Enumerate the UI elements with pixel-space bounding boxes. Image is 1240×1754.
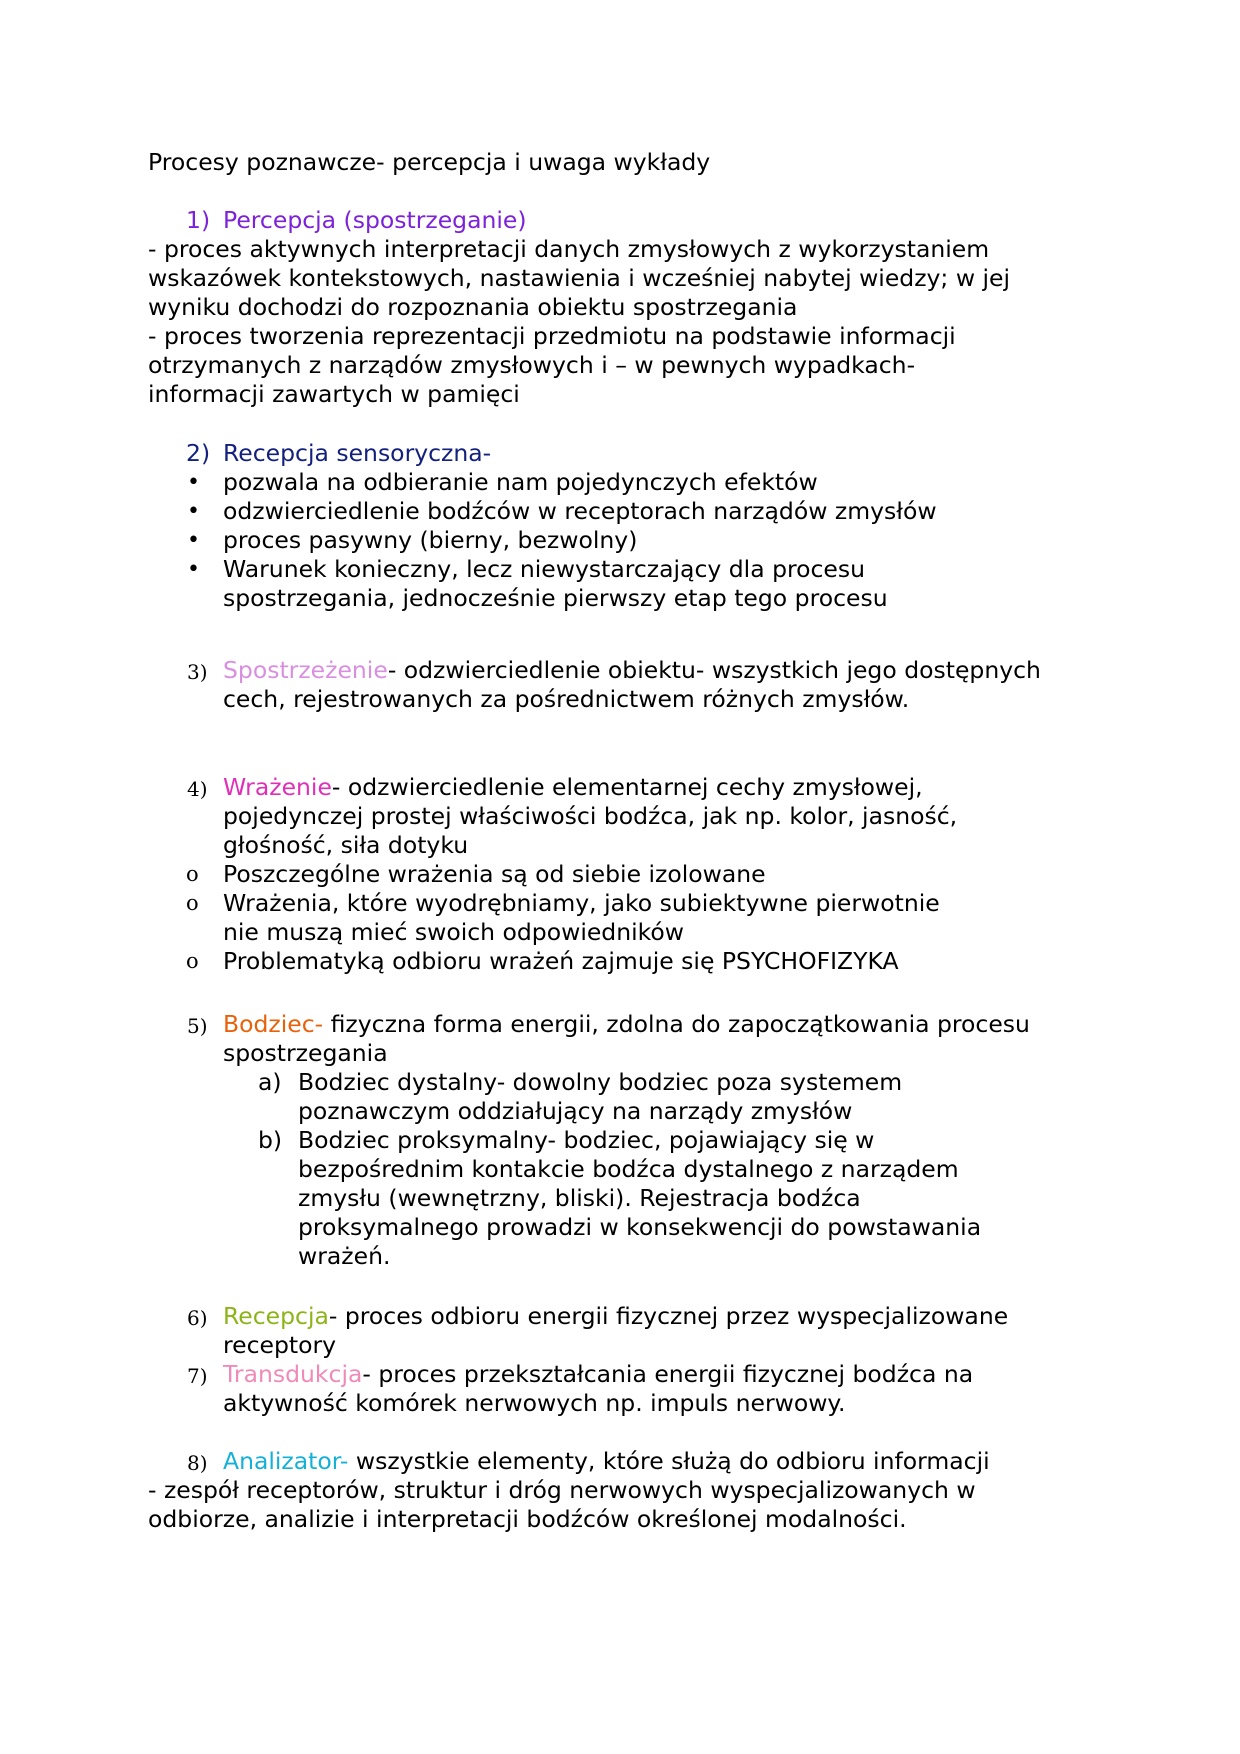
section-6-row [0,1302,1240,1360]
bullet-icon: • [187,528,200,553]
section-1 [0,206,1240,409]
circle-item-text: Poszczególne wrażenia są od siebie izolowane [223,860,766,888]
section-8-line: - zespół receptorów, struktur i dróg nerwowych wyspecjalizowanych w [148,1476,976,1504]
section-5-text [223,1010,1200,1068]
section-6-definition: - proces odbioru energii fizycznej przez wyspecjalizowane receptory [223,1302,1009,1359]
title-block [0,148,1240,177]
section-1-line: wyniku dochodzi do rozpoznania obiektu spostrzegania [148,293,798,321]
section-4-row [0,773,1240,860]
section-4-definition: - odzwierciedlenie elementarnej cechy zmysłowej, pojedynczej prostej właściwości bodźca, jak np. kolor, jasność, głośność, siła dotyku [223,773,958,859]
bullet-icon: • [187,499,200,524]
bullet-text: pozwala na odbieranie nam pojedynczych efektów [223,468,818,496]
section-7-number: 7) [187,1364,208,1388]
section-7-row [0,1360,1240,1418]
section-3-row [0,656,1240,714]
section-2-heading-row [0,439,1240,468]
section-8-definition: wszystkie elementy, które służą do odbioru informacji [348,1447,990,1475]
bullet-text: Warunek konieczny, lecz niewystarczający dla procesu spostrzegania, jednocześnie pierwszy etap tego procesu [223,555,888,612]
circle-bullet-icon: o [186,862,199,886]
section-8-number: 8) [187,1451,208,1475]
section-1-heading: Percepcja (spostrzeganie) [223,206,527,234]
sub-item-text: Bodziec dystalny- dowolny bodziec poza systemem poznawczym oddziałujący na narządy zmysłów [298,1068,903,1125]
circle-item-text: Problematyką odbioru wrażeń zajmuje się PSYCHOFIZYKA [223,947,899,975]
section-8-row [0,1447,1240,1476]
section-5-row [0,1010,1240,1068]
section-6-term: Recepcja [223,1302,329,1330]
section-1-line: wskazówek kontekstowych, nastawienia i wcześniej nabytej wiedzy; w jej [148,264,1011,292]
section-1-line: - proces aktywnych interpretacji danych zmysłowych z wykorzystaniem [148,235,990,263]
section-4-number: 4) [187,777,208,801]
section-2 [0,439,1240,613]
section-2-heading: Recepcja sensoryczna- [223,439,492,467]
section-7-term: Transdukcja [223,1360,363,1388]
circle-item [0,947,1240,976]
sub-item [0,1068,1240,1126]
section-5-definition: fizyczna forma energii, zdolna do zapoczątkowania procesu spostrzegania [223,1010,1030,1067]
section-1-number: 1) [186,206,211,234]
circle-item [0,889,1240,947]
bullet-icon: • [187,557,200,582]
section-6-number: 6) [187,1306,208,1330]
sub-item-marker: a) [258,1068,282,1096]
sub-item [0,1126,1240,1271]
bullet-item [0,497,1240,526]
section-4-term: Wrażenie [223,773,332,801]
section-7 [0,1360,1240,1418]
section-8-text [223,1447,1180,1476]
section-4 [0,773,1240,976]
section-1-line: otrzymanych z narządów zmysłowych i – w pewnych wypadkach- [148,351,916,379]
section-1-line: informacji zawartych w pamięci [148,380,520,408]
section-6-text [223,1302,1100,1360]
circle-bullet-icon: o [186,949,199,973]
section-7-text [223,1360,1060,1418]
section-8-term: Analizator- [223,1447,349,1475]
circle-item [0,860,1240,889]
section-1-line: - proces tworzenia reprezentacji przedmiotu na podstawie informacji [148,322,956,350]
section-3-definition: - odzwierciedlenie obiektu- wszystkich jego dostępnych cech, rejestrowanych za pośrednictwem różnych zmysłów. [223,656,1041,713]
section-3-number: 3) [187,660,208,684]
section-6 [0,1302,1240,1360]
section-3 [0,656,1240,714]
bullet-icon: • [187,470,200,495]
sub-item-text: Bodziec proksymalny- bodziec, pojawiający się w bezpośrednim kontakcie bodźca dystalnego z narządem zmysłu (wewnętrzny, bliski). Rejestracja bodźca proksymalnego prowadzi w konsekwencji do powstawania wrażeń. [298,1126,982,1270]
section-5 [0,1010,1240,1271]
bullet-text: proces pasywny (bierny, bezwolny) [223,526,638,554]
section-8 [0,1447,1240,1534]
document-title: Procesy poznawcze- percepcja i uwaga wykłady [148,148,711,176]
section-4-text [223,773,1020,860]
circle-item-text: Wrażenia, które wyodrębniamy, jako subiektywne pierwotnie nie muszą mieć swoich odpowiedników [223,889,940,946]
section-2-number: 2) [186,439,211,467]
bullet-text: odzwierciedlenie bodźców w receptorach narządów zmysłów [223,497,937,525]
section-5-term: Bodziec- [223,1010,324,1038]
bullet-item [0,468,1240,497]
section-8-line: odbiorze, analizie i interpretacji bodźców określonej modalności. [148,1505,907,1533]
circle-bullet-icon: o [186,891,199,915]
section-3-text [223,656,1090,714]
bullet-item [0,526,1240,555]
section-3-term: Spostrzeżenie [223,656,388,684]
bullet-item [0,555,1240,613]
section-5-number: 5) [187,1014,208,1038]
section-1-heading-row [0,206,1240,235]
sub-item-marker: b) [258,1126,283,1154]
section-7-definition: - proces przekształcania energii fizycznej bodźca na aktywność komórek nerwowych np. impuls nerwowy. [223,1360,974,1417]
